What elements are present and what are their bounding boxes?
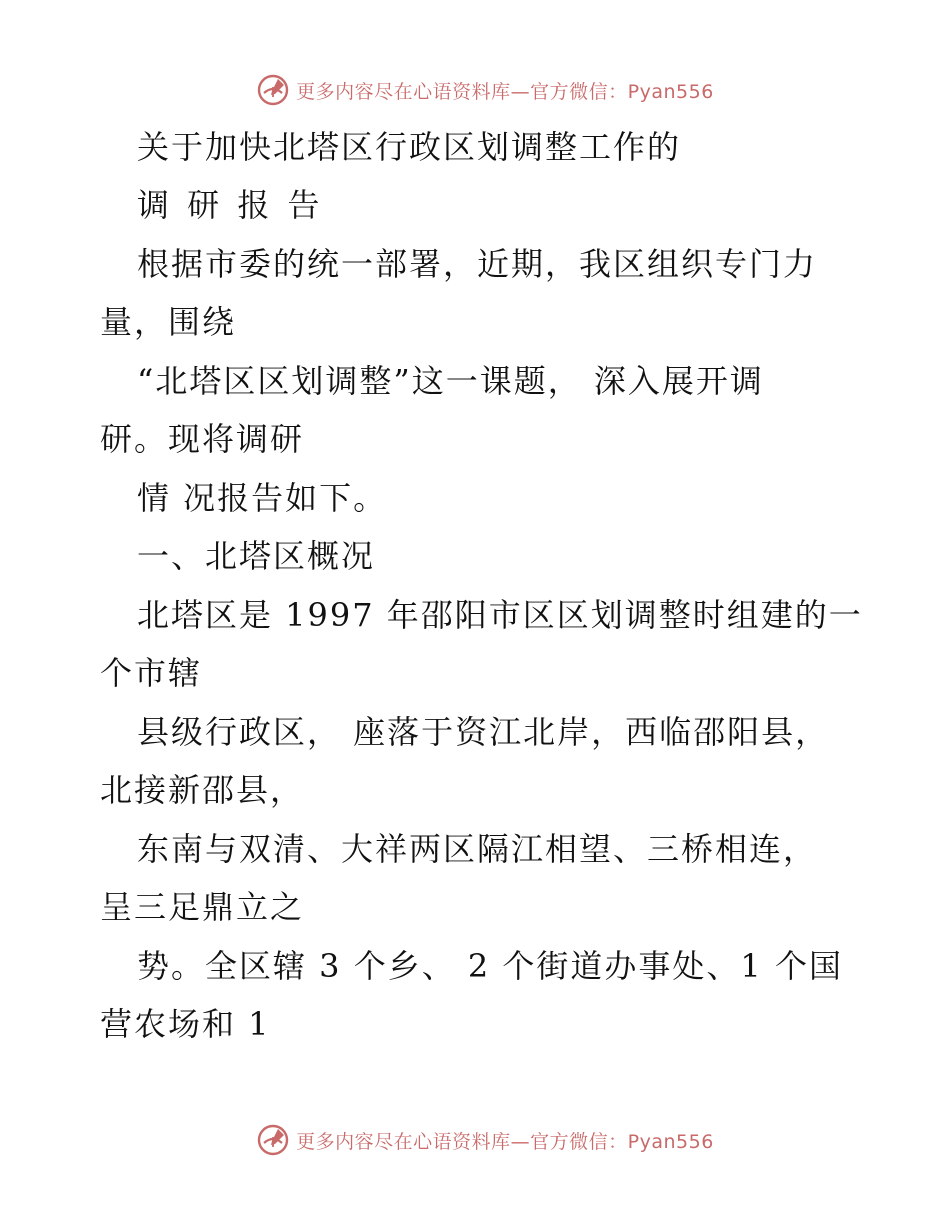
paragraph-line: “北塔区区划调整”这一课题， 深入展开调 <box>137 362 764 400</box>
section-heading: 一、北塔区概况 <box>137 537 376 575</box>
banner-content <box>256 73 714 107</box>
banner-text: 更多内容尽在心语资料库—官方微信：Pyan556 <box>296 80 714 103</box>
doc-subtitle-line: 调 研 报 告 <box>137 186 324 224</box>
paragraph-line: 根据市委的统一部署，近期，我区组织专门力 <box>137 245 818 283</box>
paragraph-line: 县级行政区， 座落于资江北岸，西临邵阳县， <box>137 713 830 751</box>
book-pen-logo-icon <box>256 1123 290 1157</box>
paragraph-line: 北塔区是 1997 年邵阳市区区划调整时组建的一 <box>137 596 863 634</box>
paragraph-line: 情 况报告如下。 <box>137 479 388 517</box>
header-banner <box>0 70 950 110</box>
footer-banner <box>0 1120 950 1160</box>
banner-content <box>256 1123 714 1157</box>
paragraph-line: 量，围绕 <box>100 303 237 341</box>
paragraph-line: 东南与双清、大祥两区隔江相望、三桥相连， <box>137 830 818 868</box>
paragraph-line: 北接新邵县， <box>100 771 305 809</box>
paragraph-line: 营农场和 1 <box>100 1005 271 1043</box>
paragraph-line: 个市辖 <box>100 654 203 692</box>
banner-text: 更多内容尽在心语资料库—官方微信：Pyan556 <box>296 1130 714 1153</box>
paragraph-line: 呈三足鼎立之 <box>100 888 305 926</box>
book-pen-logo-icon <box>256 73 290 107</box>
doc-title-line: 关于加快北塔区行政区划调整工作的 <box>137 128 682 166</box>
paragraph-line: 研。现将调研 <box>100 420 305 458</box>
paragraph-line: 势。全区辖 3 个乡、 2 个街道办事处、1 个国 <box>137 947 843 985</box>
